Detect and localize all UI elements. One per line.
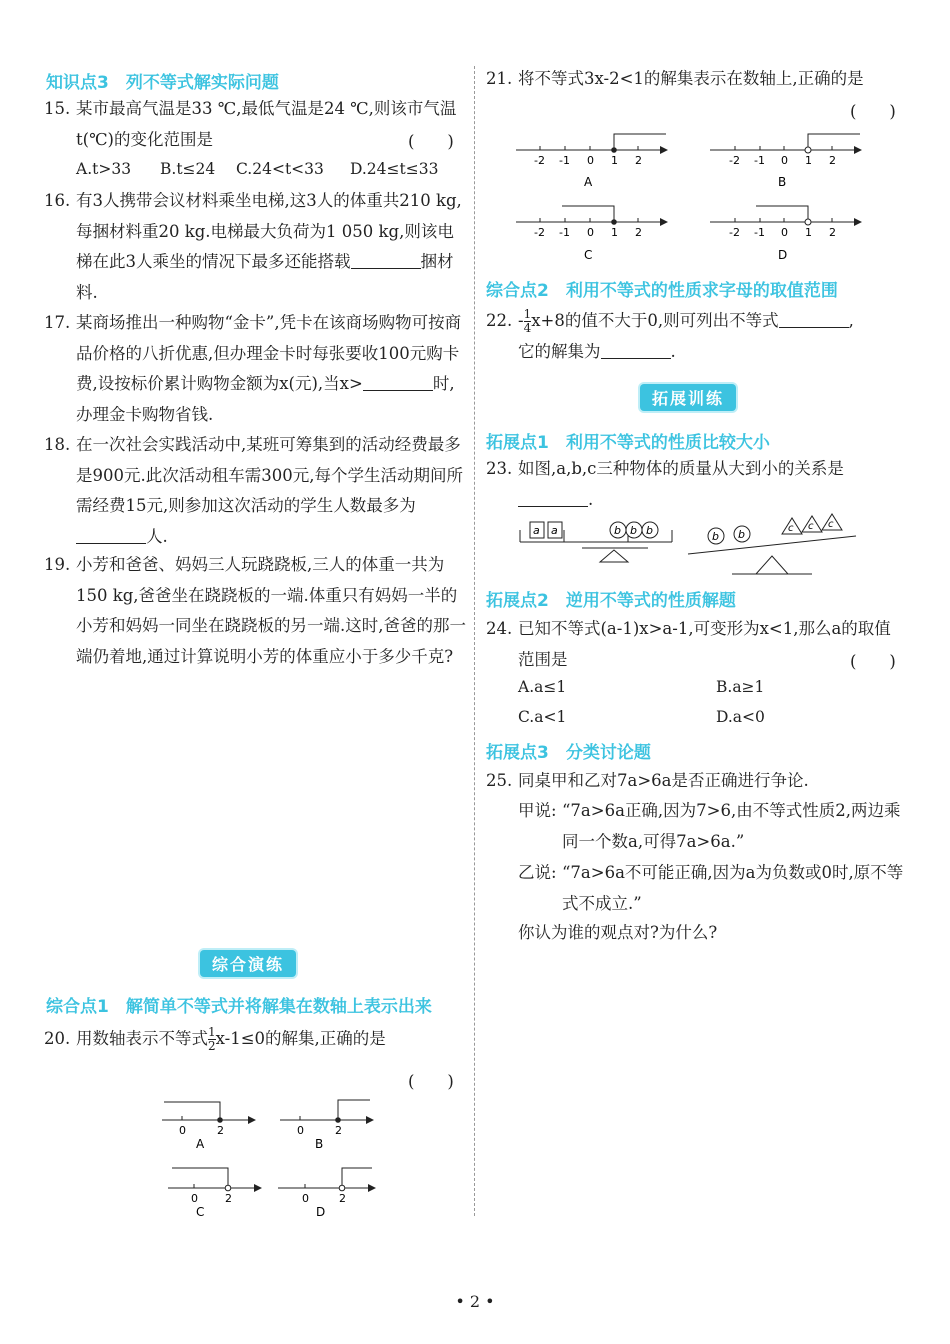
q21-number-lines: [510, 128, 870, 268]
option-a: A.a≤1: [518, 678, 567, 696]
question-text: 已知不等式(a-1)x>a-1,可变形为x<1,那么a的取值范围是: [518, 619, 891, 669]
object-b-label: b: [738, 528, 745, 541]
option-label: A: [196, 1137, 205, 1151]
question-text-end: 捆材料.: [76, 252, 454, 302]
option-label: B: [315, 1137, 324, 1151]
question-text: 在一次社会实践活动中,某班可筹集到的活动经费最多是900元.此次活动租车需300元,每个学生活动期间所需经费15元,则参加这次活动的学生人数最多为: [76, 435, 463, 515]
speaker-text: “7a>6a不可能正确,因为a为负数或0时,原不等式不成立.”: [562, 863, 904, 913]
badge-comprehensive: 综合演练: [200, 950, 296, 977]
page-number: • 2 •: [455, 1292, 495, 1311]
question-23: [486, 454, 906, 515]
question-text: 某市最高气温是33 ℃,最低气温是24 ℃,则该市气温t(℃)的变化范围是: [76, 99, 457, 149]
question-15: [44, 94, 468, 155]
question-text: 小芳和爸爸、妈妈三人玩跷跷板,三人的体重一共为150 kg,爸爸坐在跷跷板的一端.体重只有妈妈一半的小芳和妈妈一同坐在跷跷板的另一端.这时,爸爸的那一端仍着地,通过计算说明小芳的体重应小于多少千克?: [76, 555, 466, 666]
option-label: D: [778, 248, 788, 262]
answer-paren: ( ): [850, 102, 896, 121]
section-extension-1: 拓展点1 利用不等式的性质比较大小: [486, 433, 770, 453]
option-a: A.t>33: [76, 160, 132, 178]
period: .: [670, 341, 676, 361]
object-b-label: b: [646, 524, 653, 537]
object-a-label: a: [533, 524, 540, 537]
question-25-ask: 你认为谁的观点对?为什么?: [518, 923, 718, 942]
tick-label: 1: [611, 226, 618, 239]
object-c-label: c: [788, 523, 794, 534]
comma: ,: [848, 311, 854, 330]
answer-paren: ( ): [408, 1072, 454, 1091]
question-text: 有3人携带会议材料乘坐电梯,这3人的体重共210 kg,每捆材料重20 kg.电梯最大负荷为1 050 kg,则该电梯在此3人乘坐的情况下最多还能搭载: [76, 191, 462, 271]
jia-statement: [518, 796, 908, 857]
answer-blank: [76, 527, 146, 544]
object-b-label: b: [614, 524, 621, 537]
tick-label: -2: [534, 154, 545, 167]
column-divider: [474, 66, 475, 1216]
q21-option-c: [516, 206, 668, 262]
question-text: 某商场推出一种购物“金卡”,凭卡在该商场购物可按商品价格的八折优惠,但办理金卡时每张要收100元购卡费,设按标价累计购物金额为x(元),当x>: [76, 313, 462, 393]
tick-label: -1: [559, 226, 570, 239]
object-c-label: c: [808, 521, 814, 532]
tick-label: -1: [754, 154, 765, 167]
section-knowledge-3: 知识点3 列不等式解实际问题: [46, 73, 279, 93]
question-number: 20.: [44, 1029, 71, 1048]
section-comprehensive-1: 综合点1 解简单不等式并将解集在数轴上表示出来: [46, 997, 432, 1017]
tick-label: 2: [829, 226, 836, 239]
speaker-label: 乙说:: [518, 863, 557, 882]
yi-statement: [518, 858, 908, 919]
question-text-2: 它的解集为: [518, 341, 601, 361]
balance-scale-2: [688, 514, 856, 574]
question-text: 用数轴表示不等式: [76, 1029, 208, 1048]
q20-number-lines: [150, 1092, 390, 1222]
section-comprehensive-2: 综合点2 利用不等式的性质求字母的取值范围: [486, 281, 838, 301]
option-c: C.a<1: [518, 708, 567, 726]
answer-blank-2: [601, 342, 671, 359]
tick-label: 0: [302, 1192, 309, 1205]
option-b: B.a≥1: [716, 678, 765, 696]
option-c: C.24<t<33: [236, 160, 324, 178]
answer-blank: [518, 490, 588, 507]
option-label: B: [778, 175, 787, 189]
tick-label: 0: [587, 154, 594, 167]
option-label: C: [196, 1205, 205, 1219]
tick-label: 1: [805, 226, 812, 239]
question-24: [486, 614, 906, 675]
q20-option-a: [162, 1102, 256, 1151]
balance-scales-figure: [512, 512, 872, 580]
tick-label: 2: [635, 226, 642, 239]
option-label: D: [316, 1205, 326, 1219]
option-b: B.t≤24: [160, 160, 216, 178]
question-19: [44, 550, 468, 672]
question-number: 19.: [44, 555, 71, 574]
question-21: [486, 64, 906, 95]
fraction-denominator: 2: [208, 1039, 216, 1053]
tick-label: 0: [781, 226, 788, 239]
question-text-end: 人.: [146, 526, 168, 546]
section-extension-3: 拓展点3 分类讨论题: [486, 743, 651, 763]
q20-option-b: [280, 1100, 374, 1151]
tick-label: -1: [559, 154, 570, 167]
minus-sign: -: [518, 311, 524, 330]
fraction-denominator: 4: [523, 321, 532, 335]
tick-label: 0: [297, 1124, 304, 1137]
question-number: 25.: [486, 771, 513, 790]
object-b-label: b: [712, 530, 719, 543]
answer-paren: ( ): [850, 652, 896, 671]
question-text: 同桌甲和乙对7a>6a是否正确进行争论.: [518, 771, 809, 790]
option-d: D.a<0: [716, 708, 765, 726]
tick-label: -2: [534, 226, 545, 239]
tick-label: 2: [225, 1192, 232, 1205]
fraction-numerator: 1: [523, 307, 532, 321]
question-number: 18.: [44, 435, 71, 454]
q20-option-d: [278, 1168, 376, 1219]
tick-label: 2: [217, 1124, 224, 1137]
question-17: [44, 308, 468, 430]
tick-label: 0: [179, 1124, 186, 1137]
question-22: [486, 306, 906, 367]
question-25: [486, 766, 906, 797]
question-20: [44, 1024, 468, 1055]
q21-option-a: [516, 134, 668, 189]
speaker-text: “7a>6a正确,因为7>6,由不等式性质2,两边乘同一个数a,可得7a>6a.”: [562, 801, 901, 851]
q21-option-d: [710, 206, 862, 262]
fraction-half: [208, 1026, 216, 1053]
tick-label: 0: [191, 1192, 198, 1205]
tick-label: 2: [335, 1124, 342, 1137]
question-number: 22.: [486, 311, 513, 330]
question-text: 如图,a,b,c三种物体的质量从大到小的关系是: [518, 459, 844, 478]
question-text: x+8的值不大于0,则可列出不等式: [531, 311, 779, 330]
question-text-end: x-1≤0的解集,正确的是: [215, 1029, 386, 1048]
question-18: [44, 430, 468, 552]
tick-label: -2: [729, 226, 740, 239]
answer-paren: ( ): [408, 132, 454, 151]
tick-label: 0: [587, 226, 594, 239]
question-text: 将不等式3x-2<1的解集表示在数轴上,正确的是: [518, 69, 864, 88]
question-number: 24.: [486, 619, 513, 638]
question-number: 17.: [44, 313, 71, 332]
q21-option-b: [710, 134, 862, 189]
tick-label: -2: [729, 154, 740, 167]
question-text-end: 时,办理金卡购物省钱.: [76, 374, 455, 424]
tick-label: 2: [339, 1192, 346, 1205]
fraction-numerator: 1: [208, 1025, 216, 1039]
tick-label: 1: [805, 154, 812, 167]
object-a-label: a: [551, 524, 558, 537]
answer-blank-1: [779, 311, 849, 328]
tick-label: 2: [829, 154, 836, 167]
question-number: 15.: [44, 99, 71, 118]
tick-label: 1: [611, 154, 618, 167]
answer-blank: [363, 374, 433, 391]
question-number: 21.: [486, 69, 513, 88]
question-number: 23.: [486, 459, 513, 478]
period: .: [588, 489, 594, 509]
option-d: D.24≤t≤33: [350, 160, 439, 178]
question-16: [44, 186, 468, 308]
speaker-label: 甲说:: [518, 801, 557, 820]
q20-option-c: [168, 1168, 262, 1219]
answer-blank: [351, 252, 421, 269]
question-number: 16.: [44, 191, 71, 210]
badge-extension: 拓展训练: [640, 384, 736, 411]
option-label: A: [584, 175, 593, 189]
object-b-label: b: [630, 524, 637, 537]
tick-label: 0: [781, 154, 788, 167]
tick-label: 2: [635, 154, 642, 167]
balance-scale-1: [520, 522, 672, 562]
object-c-label: c: [828, 519, 834, 530]
section-extension-2: 拓展点2 逆用不等式的性质解题: [486, 591, 736, 611]
option-label: C: [584, 248, 593, 262]
tick-label: -1: [754, 226, 765, 239]
